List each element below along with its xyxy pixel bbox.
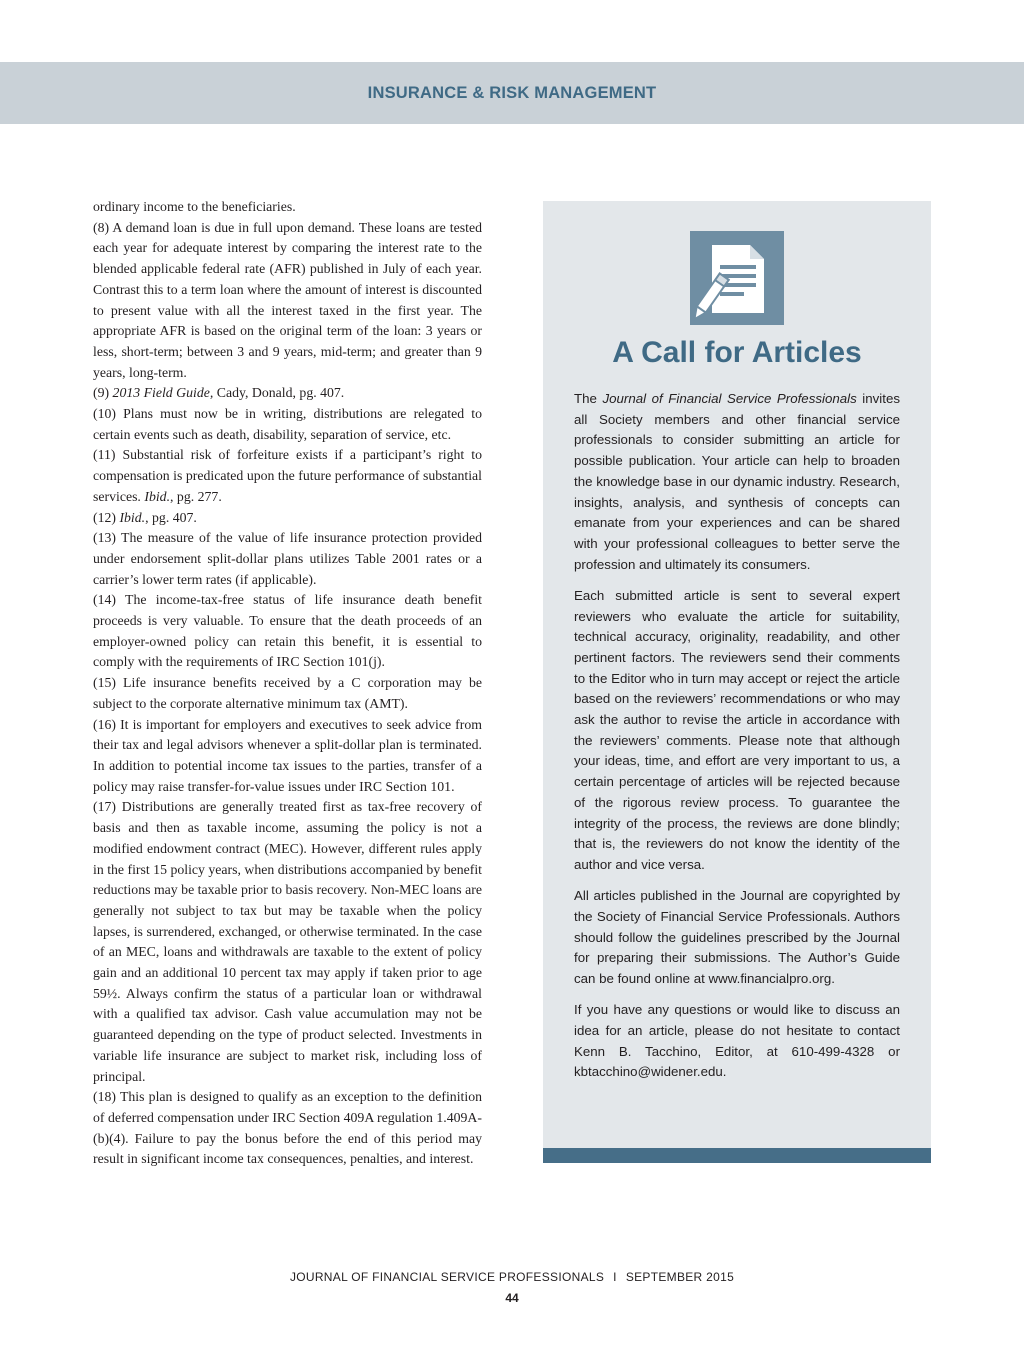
sidebar-paragraph-4: If you have any questions or would like to discuss an idea for an article, please do not hesitate to contact Kenn B. Tacchino, Editor, at 610-499-4328 or kbtacchino@widener.edu. (574, 1002, 900, 1080)
endnote-8: (8) A demand loan is due in full upon demand. These loans are tested each year for adequate interest by comparing the interest rate to the blended applicable federal rate (AFR) published in July of each year. Contrast this to a term loan where the amount of interest is discounted to present value with all the interest taxed in the first year. The appropriate AFR is based on the original term of the loan: 3 years or less, short-term; between 3 and 9 years, mid-term; and greater than 9 years, long-term. (93, 219, 482, 380)
document-pencil-icon-graphic (690, 231, 784, 325)
endnote-9: (9) 2013 Field Guide, Cady, Donald, pg. 407. (93, 385, 345, 401)
sidebar-paragraph-1: The Journal of Financial Service Professionals invites all Society members and other financial service professionals to consider submitting an article for possible publication. Your article can help to broaden the knowledge base in our dynamic industry. Research, insights, analysis, and synthesis of concepts can emanate from your experiences and can be shared with your professional colleagues to better serve the profession and ultimately its consumers. (574, 391, 900, 572)
endnote-13: (13) The measure of the value of life insurance protection provided under endorsement split-dollar plans utilizes Table 2001 rates or a carrier’s lower term rates (if applicable). (93, 530, 482, 587)
footer-journal-name: JOURNAL OF FINANCIAL SERVICE PROFESSIONALS (289, 1270, 605, 1284)
endnote-17: (17) Distributions are generally treated first as tax-free recovery of basis and then as taxable income, assuming the policy is not a modified endowment contract (MEC). However, different rules apply in the first 15 policy years, when distributions accompanied by benefit reductions may be taxable prior to basis recovery. Non-MEC loans are generally not subject to tax but may be taxable when the policy lapses, is surrendered, exchanged, or otherwise terminated. In the case of an MEC, loans and withdrawals are taxable to the extent of policy gain and an additional 10 percent tax may apply if taken prior to age 59½. Always confirm the status of a particular loan or withdrawal with a qualified tax advisor. Cash value accumulation may not be guaranteed depending on the type of product selected. Investments in variable life insurance are subject to market risk, including loss of principal. (93, 799, 482, 1084)
endnotes-column (93, 197, 482, 1170)
footer-issue-date: SEPTEMBER 2015 (625, 1270, 735, 1284)
endnote-16: (16) It is important for employers and executives to seek advice from their tax and legal advisors whenever a split-dollar plan is terminated. In addition to potential income tax issues to the parties, transfer of a policy may raise transfer-for-value issues under IRC Section 101. (93, 716, 482, 794)
document-pencil-icon (690, 231, 784, 325)
endnote-7-tail: ordinary income to the beneficiaries. (93, 199, 296, 214)
endnote-12: (12) Ibid., pg. 407. (93, 509, 197, 525)
endnote-11: (11) Substantial risk of forfeiture exists if a participant’s right to compensation is predicated upon the future performance of substantial services. Ibid., pg. 277. (93, 447, 482, 504)
sidebar-paragraph-3: All articles published in the Journal are copyrighted by the Society of Financial Service Professionals. Authors should follow the guidelines prescribed by the Journal for preparing their submissions. The Author’s Guide can be found online at www.financialpro.org. (574, 888, 900, 986)
sidebar-bottom-bar (543, 1148, 931, 1163)
page-number: 44 (505, 1291, 519, 1305)
sidebar-body (574, 389, 900, 1094)
endnote-18: (18) This plan is designed to qualify as an exception to the definition of deferred compensation under IRC Section 409A regulation 1.409A-(b)(4). Failure to pay the bonus before the end of this period may result in significant income tax consequences, penalties, and interest. (93, 1089, 482, 1167)
sidebar-title: A Call for Articles (612, 336, 862, 369)
endnote-14: (14) The income-tax-free status of life insurance death benefit proceeds is very valuable. To ensure that the death proceeds of an employer-owned policy can retain this benefit, it is essential to comply with the requirements of IRC Section 101(j). (93, 592, 482, 670)
endnote-15: (15) Life insurance benefits received by a C corporation may be subject to the corporate alternative minimum tax (AMT). (93, 675, 482, 711)
footer-separator: I (613, 1270, 617, 1284)
endnote-10: (10) Plans must now be in writing, distributions are relegated to certain events such as death, disability, separation of service, etc. (93, 406, 482, 442)
sidebar-paragraph-2: Each submitted article is sent to several expert reviewers who evaluate the article for suitability, technical accuracy, originality, readability, and other pertinent factors. The reviewers send their comments to the Editor who in turn may accept or reject the article based on the reviewers’ recommendations or who may ask the author to revise the article in accordance with the reviewers’ comments. Please note that although your ideas, time, and effort are very important to us, a certain percentage of articles will be rejected because of the rigorous review process. To guarantee the integrity of the process, the reviews are done blindly; that is, the reviewers do not know the identity of the author and vice versa. (574, 587, 900, 872)
footer-journal-line (0, 1270, 1024, 1284)
section-title: INSURANCE & RISK MANAGEMENT (367, 84, 657, 102)
